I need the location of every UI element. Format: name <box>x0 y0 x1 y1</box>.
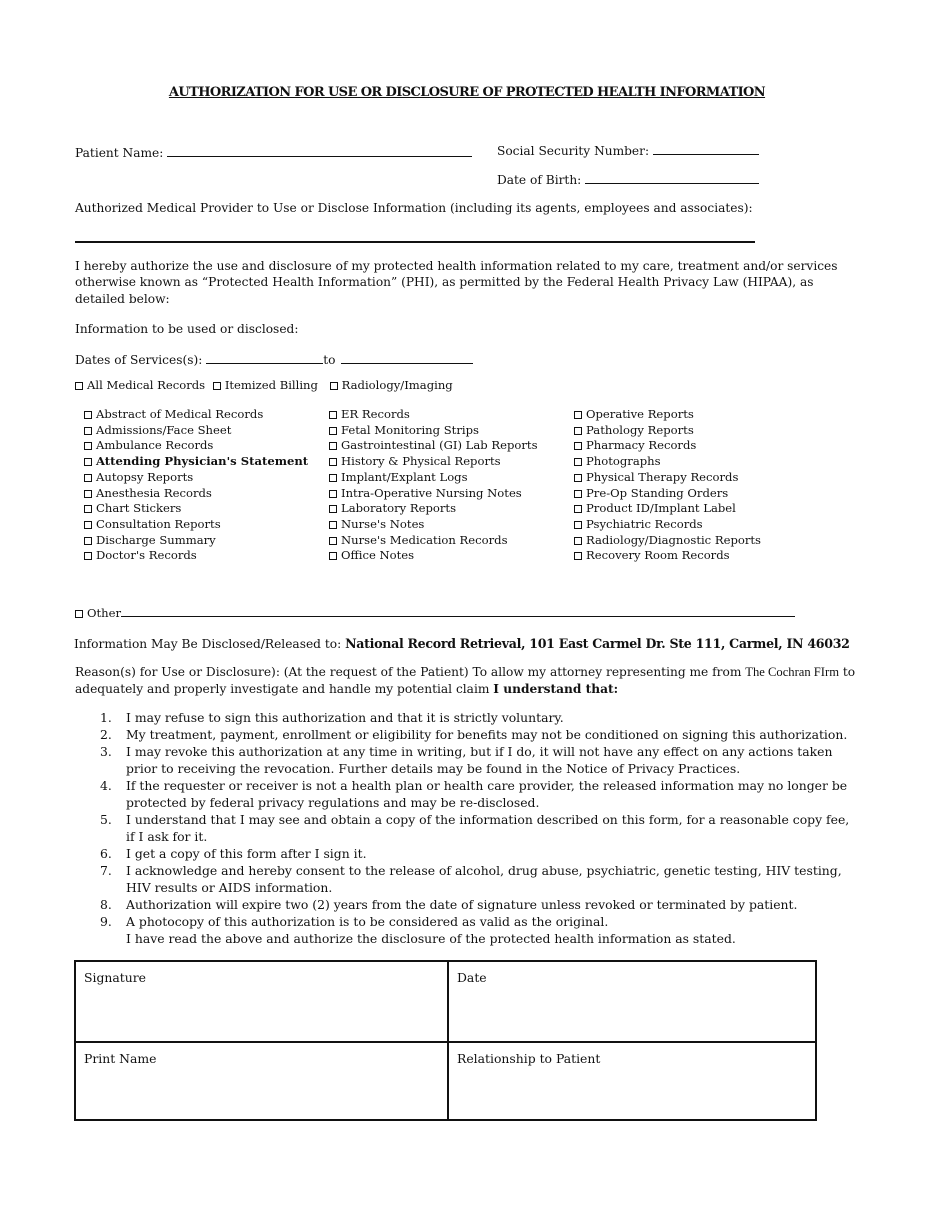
checkbox-icon[interactable] <box>574 427 582 435</box>
print-name-cell[interactable] <box>76 1043 447 1119</box>
record-checkbox-item[interactable] <box>574 533 761 549</box>
record-checkbox-item[interactable] <box>84 486 308 502</box>
record-checkbox-item[interactable] <box>329 486 538 502</box>
record-label: Chart Stickers <box>96 501 182 516</box>
checkbox-icon[interactable] <box>574 411 582 419</box>
signature-cell[interactable] <box>76 962 447 1043</box>
statement-number: 4. <box>100 778 112 793</box>
closing-statement-row <box>100 930 860 947</box>
record-label: Recovery Room Records <box>586 548 730 563</box>
record-checkbox-item[interactable] <box>574 486 761 502</box>
record-checkbox-item[interactable] <box>329 548 538 564</box>
released-to-label: Information May Be Disclosed/Released to: <box>74 637 342 651</box>
record-label: Intra-Operative Nursing Notes <box>341 485 522 500</box>
statement-text: I acknowledge and hereby consent to the release of alcohol, drug abuse, psychiatric, genetic testing, HIV testing, HIV results or AIDS information. <box>126 863 842 895</box>
dob-row <box>497 171 759 188</box>
record-checkbox-item[interactable] <box>329 438 538 454</box>
reason-text-1: (At the request of the Patient) To allow my attorney representing me from <box>283 665 742 679</box>
checkbox-icon[interactable] <box>84 552 92 560</box>
dates-of-service-label: Dates of Services(s): <box>75 353 203 367</box>
statement-item <box>100 845 860 862</box>
checkbox-icon[interactable] <box>84 505 92 513</box>
option-all-medical-records[interactable] <box>75 378 205 392</box>
record-label: Abstract of Medical Records <box>96 407 264 421</box>
law-firm-name: The Cochran FIrm <box>745 665 839 679</box>
record-label: Physical Therapy Records <box>586 469 739 484</box>
print-name-label: Print Name <box>84 1051 157 1066</box>
checkbox-icon[interactable] <box>84 442 92 450</box>
statement-number: 9. <box>100 914 112 929</box>
record-checkbox-item[interactable] <box>329 501 538 517</box>
record-label: Nurse's Notes <box>341 516 425 531</box>
checkbox-icon[interactable] <box>574 458 582 466</box>
records-column-1 <box>84 407 308 564</box>
statement-number: 3. <box>100 744 112 759</box>
record-label: History & Physical Reports <box>341 454 501 469</box>
record-label: Photographs <box>586 454 661 469</box>
checkbox-icon[interactable] <box>84 474 92 482</box>
record-checkbox-item[interactable] <box>84 407 308 423</box>
record-label: Gastrointestinal (GI) Lab Reports <box>341 438 538 453</box>
checkbox-icon[interactable] <box>329 521 337 529</box>
record-checkbox-item[interactable] <box>329 423 538 439</box>
provider-field[interactable] <box>75 241 755 243</box>
date-label: Date <box>457 970 487 985</box>
dates-from-field[interactable] <box>206 351 323 364</box>
relationship-cell[interactable] <box>447 1043 815 1119</box>
statement-text: I may revoke this authorization at any time in writing, but if I do, it will not have any effect on any actions taken prior to receiving the revocation. Further details may be found in the Notice of Privacy Practices. <box>126 744 833 776</box>
record-checkbox-item[interactable] <box>329 533 538 549</box>
record-checkbox-item[interactable] <box>84 533 308 549</box>
record-label: Pre-Op Standing Orders <box>586 485 729 500</box>
record-checkbox-item[interactable] <box>574 454 761 470</box>
record-checkbox-item[interactable] <box>574 501 761 517</box>
checkbox-icon[interactable] <box>574 442 582 450</box>
record-label: Ambulance Records <box>96 438 214 453</box>
information-label: Information to be used or disclosed: <box>75 322 299 336</box>
checkbox-icon[interactable] <box>574 521 582 529</box>
checkbox-icon[interactable] <box>329 505 337 513</box>
checkbox-icon[interactable] <box>75 610 83 618</box>
authorization-paragraph: I hereby authorize the use and disclosure of my protected health information related to my care, treatment and/or services otherwise known as “Protected Health Information” (PHI), as permitted by the Federal Health Privacy Law (HIPAA), as detailed below: <box>75 259 838 306</box>
record-label: Nurse's Medication Records <box>341 532 508 547</box>
statement-item <box>100 726 860 743</box>
checkbox-icon[interactable] <box>329 411 337 419</box>
released-to-value: National Record Retrieval, 101 East Carmel Dr. Ste 111, Carmel, IN 46032 <box>345 636 850 651</box>
statement-number: 7. <box>100 863 112 878</box>
other-field[interactable] <box>121 606 795 617</box>
statement-number: 2. <box>100 727 112 742</box>
records-column-2 <box>329 407 538 564</box>
statement-item <box>100 896 860 913</box>
record-label: Fetal Monitoring Strips <box>341 422 479 437</box>
checkbox-icon[interactable] <box>329 442 337 450</box>
statement-item <box>100 743 860 777</box>
patient-name-row <box>75 144 472 161</box>
record-checkbox-item[interactable] <box>574 423 761 439</box>
checkbox-icon[interactable] <box>329 458 337 466</box>
option-itemized-billing[interactable] <box>213 378 318 392</box>
statements-list <box>100 709 860 947</box>
record-checkbox-item[interactable] <box>574 470 761 486</box>
record-label: Admissions/Face Sheet <box>96 422 232 437</box>
option-label: Itemized Billing <box>224 378 318 392</box>
record-label: Consultation Reports <box>96 516 221 531</box>
dob-label: Date of Birth: <box>497 173 582 187</box>
patient-name-field[interactable] <box>167 144 472 157</box>
record-checkbox-item[interactable] <box>84 501 308 517</box>
record-checkbox-item[interactable] <box>84 517 308 533</box>
checkbox-icon[interactable] <box>84 427 92 435</box>
reason-paragraph <box>75 664 875 698</box>
checkbox-icon[interactable] <box>213 382 221 390</box>
checkbox-icon[interactable] <box>574 552 582 560</box>
other-label: Other <box>87 606 122 620</box>
checkbox-icon[interactable] <box>84 521 92 529</box>
ssn-field[interactable] <box>653 142 759 155</box>
checkbox-icon[interactable] <box>84 490 92 498</box>
record-label: Product ID/Implant Label <box>586 501 736 516</box>
statement-item <box>100 811 860 845</box>
record-label: Discharge Summary <box>96 532 216 547</box>
checkbox-icon[interactable] <box>330 382 338 390</box>
record-checkbox-item[interactable] <box>574 438 761 454</box>
record-label: Radiology/Diagnostic Reports <box>586 532 762 547</box>
records-column-3 <box>574 407 761 564</box>
option-radiology-imaging[interactable] <box>330 378 453 392</box>
record-checkbox-item[interactable] <box>84 470 308 486</box>
statement-item <box>100 709 860 726</box>
record-label: Doctor's Records <box>96 548 197 563</box>
record-checkbox-item[interactable] <box>329 407 538 423</box>
checkbox-icon[interactable] <box>84 458 92 466</box>
record-checkbox-item[interactable] <box>329 470 538 486</box>
ssn-label: Social Security Number: <box>497 144 650 158</box>
checkbox-icon[interactable] <box>574 474 582 482</box>
closing-statement: I have read the above and authorize the disclosure of the protected health information as stated. <box>126 931 736 946</box>
statement-number: 6. <box>100 846 112 861</box>
document-title: AUTHORIZATION FOR USE OR DISCLOSURE OF PROTECTED HEALTH INFORMATION <box>168 85 766 100</box>
checkbox-icon[interactable] <box>574 537 582 545</box>
statement-number: 8. <box>100 897 112 912</box>
released-to-row <box>74 635 850 652</box>
record-checkbox-item[interactable] <box>329 454 538 470</box>
record-checkbox-item[interactable] <box>84 438 308 454</box>
dob-field[interactable] <box>585 171 759 184</box>
record-label: ER Records <box>341 407 410 421</box>
relationship-label: Relationship to Patient <box>457 1051 601 1066</box>
checkbox-icon[interactable] <box>84 537 92 545</box>
record-checkbox-item[interactable] <box>84 423 308 439</box>
option-label: Radiology/Imaging <box>341 378 453 392</box>
date-cell[interactable] <box>447 962 815 1043</box>
patient-name-label: Patient Name: <box>75 146 164 160</box>
record-checkbox-item[interactable] <box>329 517 538 533</box>
checkbox-icon[interactable] <box>329 537 337 545</box>
checkbox-icon[interactable] <box>574 505 582 513</box>
statement-text: A photocopy of this authorization is to be considered as valid as the original. <box>126 914 609 929</box>
statement-text: I understand that I may see and obtain a copy of the information described on this form, for a reasonable copy fee, if I ask for it. <box>126 812 850 844</box>
general-options <box>75 378 453 394</box>
signature-label: Signature <box>84 970 146 985</box>
statement-text: If the requester or receiver is not a health plan or health care provider, the released information may no longer be protected by federal privacy regulations and may be re-disclosed. <box>126 778 848 810</box>
record-checkbox-item[interactable] <box>574 517 761 533</box>
record-label: Office Notes <box>341 548 415 563</box>
reason-text-2: to adequately and properly investigate and handle my potential claim <box>75 665 856 696</box>
checkbox-icon[interactable] <box>329 490 337 498</box>
ssn-row <box>497 142 759 159</box>
statement-item <box>100 862 860 896</box>
understand-heading: I understand that: <box>493 682 619 696</box>
record-label: Operative Reports <box>586 407 694 421</box>
option-label: All Medical Records <box>87 378 206 392</box>
statement-text: My treatment, payment, enrollment or eligibility for benefits may not be conditioned on signing this authorization. <box>126 727 848 742</box>
other-row <box>75 606 795 622</box>
statement-text: I may refuse to sign this authorization and that it is strictly voluntary. <box>126 710 564 725</box>
record-label: Autopsy Reports <box>96 469 194 484</box>
record-checkbox-item[interactable] <box>84 548 308 564</box>
record-label: Implant/Explant Logs <box>341 469 468 484</box>
record-checkbox-item[interactable] <box>574 548 761 564</box>
statement-text: Authorization will expire two (2) years from the date of signature unless revoked or terminated by patient. <box>126 897 798 912</box>
record-label: Laboratory Reports <box>341 501 457 516</box>
dates-to-label: to <box>323 353 336 367</box>
record-label: Attending Physician's Statement <box>96 454 309 469</box>
statement-number: 5. <box>100 812 112 827</box>
record-label: Anesthesia Records <box>96 485 212 500</box>
dates-of-service-row <box>75 351 473 368</box>
statement-item <box>100 913 860 930</box>
record-label: Pathology Reports <box>586 422 694 437</box>
checkbox-icon[interactable] <box>84 411 92 419</box>
statement-number: 1. <box>100 710 112 725</box>
statement-text: I get a copy of this form after I sign it. <box>126 846 367 861</box>
checkbox-icon[interactable] <box>329 474 337 482</box>
statement-item <box>100 777 860 811</box>
checkbox-icon[interactable] <box>329 427 337 435</box>
record-checkbox-item[interactable] <box>84 454 308 470</box>
checkbox-icon[interactable] <box>75 382 83 390</box>
dates-to-field[interactable] <box>341 351 473 364</box>
record-label: Psychiatric Records <box>586 516 703 531</box>
checkbox-icon[interactable] <box>329 552 337 560</box>
reason-label: Reason(s) for Use or Disclosure): <box>75 665 280 679</box>
checkbox-icon[interactable] <box>574 490 582 498</box>
record-checkbox-item[interactable] <box>574 407 761 423</box>
provider-label: Authorized Medical Provider to Use or Disclose Information (including its agents, employees and associates): <box>75 201 753 215</box>
signature-table <box>74 960 817 1121</box>
record-label: Pharmacy Records <box>586 438 697 453</box>
